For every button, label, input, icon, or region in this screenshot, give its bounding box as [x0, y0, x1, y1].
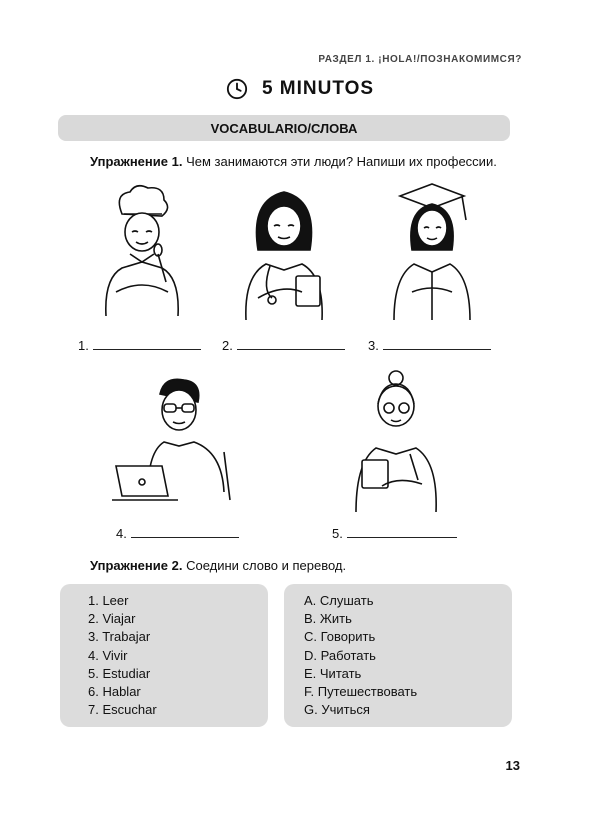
match-translation[interactable]: C. Говорить — [304, 629, 376, 645]
clock-icon — [226, 78, 248, 100]
answer-blank[interactable] — [237, 339, 345, 350]
answer-number: 3. — [368, 338, 379, 353]
match-translation[interactable]: A. Слушать — [304, 593, 374, 608]
exercise2-instruction — [90, 558, 346, 573]
programmer-figure — [112, 372, 240, 516]
match-word[interactable]: 2. Viajar — [88, 611, 136, 627]
answer-3 — [368, 338, 491, 353]
exercise2-label: Упражнение 2. — [90, 558, 183, 573]
match-word[interactable]: 6. Hablar — [88, 684, 141, 700]
answer-number: 4. — [116, 526, 127, 541]
match-right-box — [284, 584, 512, 727]
answer-blank[interactable] — [347, 527, 457, 538]
match-word[interactable]: 5. Estudiar — [88, 665, 151, 681]
title-row — [0, 78, 600, 100]
section-bar: VOCABULARIO/СЛОВА — [58, 115, 510, 141]
page-number: 13 — [505, 758, 520, 773]
match-translation[interactable]: E. Читать — [304, 665, 362, 681]
match-translation[interactable]: B. Жить — [304, 611, 352, 627]
match-left-box — [60, 584, 268, 727]
answer-number: 2. — [222, 338, 233, 353]
teacher-figure — [352, 368, 440, 516]
answer-number: 5. — [332, 526, 343, 541]
answer-5 — [332, 526, 457, 541]
match-word[interactable]: 1. Leer — [88, 593, 129, 608]
answer-2 — [222, 338, 345, 353]
answer-blank[interactable] — [93, 339, 201, 350]
page-title: 5 MINUTOS — [261, 78, 375, 99]
page-header: РАЗДЕЛ 1. ¡HOLA!/ПОЗНАКОМИМСЯ? — [318, 54, 522, 65]
exercise1-label: Упражнение 1. — [90, 154, 183, 169]
exercise1-instruction — [90, 154, 497, 169]
doctor-figure — [232, 180, 336, 324]
exercise1-text: Чем занимаются эти люди? Напиши их профессии. — [186, 154, 497, 169]
match-word[interactable]: 3. Trabajar — [88, 629, 151, 645]
match-word[interactable]: 4. Vivir — [88, 647, 128, 663]
match-word[interactable]: 7. Escuchar — [88, 702, 157, 718]
answer-blank[interactable] — [383, 339, 491, 350]
chef-figure — [92, 182, 192, 322]
answer-blank[interactable] — [131, 527, 239, 538]
exercise2-text: Соедини слово и перевод. — [186, 558, 347, 573]
match-translation[interactable]: D. Работать — [304, 647, 376, 663]
answer-4 — [116, 526, 239, 541]
answer-number: 1. — [78, 338, 89, 353]
graduate-figure — [384, 180, 480, 324]
answer-1 — [78, 338, 201, 353]
match-translation[interactable]: G. Учиться — [304, 702, 370, 718]
match-translation[interactable]: F. Путешествовать — [304, 684, 418, 700]
